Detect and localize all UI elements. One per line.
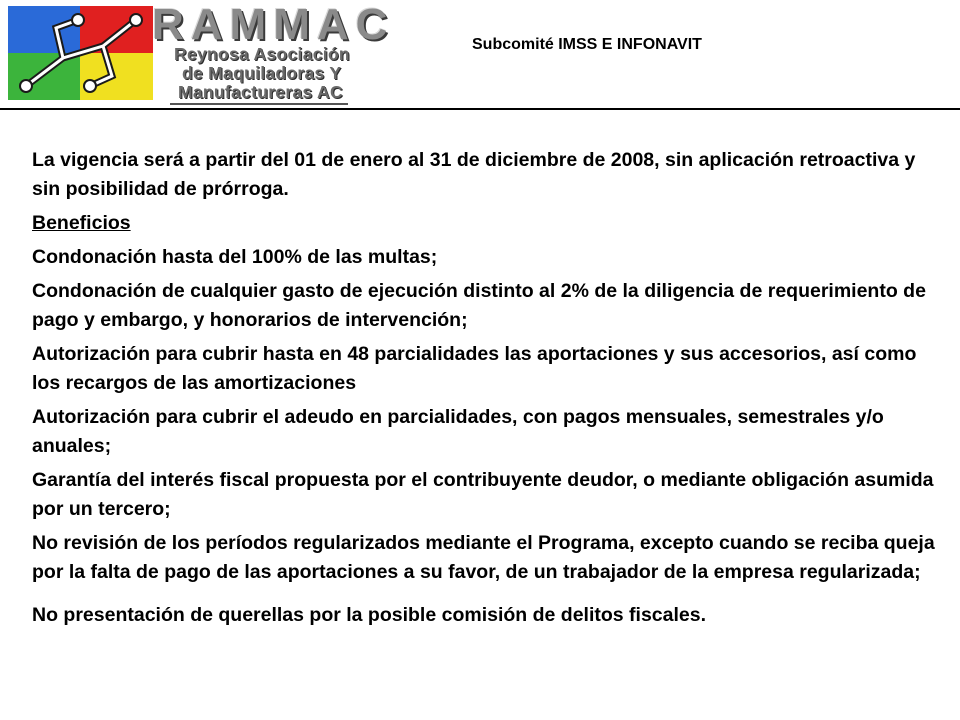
benefit-item: Autorización para cubrir el adeudo en parcialidades, con pagos mensuales, semestrales y/o anuales; <box>32 406 884 457</box>
header-subtitle: Subcomité IMSS E INFONAVIT <box>472 36 702 53</box>
benefit-item: Condonación hasta del 100% de las multas; <box>32 246 438 268</box>
rammac-logo-icon <box>8 6 153 100</box>
document-body <box>32 146 942 635</box>
intro-paragraph: La vigencia será a partir del 01 de enero al 31 de diciembre de 2008, sin aplicación retroactiva y sin posibilidad de prórroga. <box>32 149 916 200</box>
logo-underline <box>170 103 348 105</box>
rammac-wordmark <box>152 0 395 104</box>
benefit-item: Garantía del interés fiscal propuesta por el contribuyente deudor, o mediante obligación asumida por un tercero; <box>32 469 934 520</box>
benefit-item: Condonación de cualquier gasto de ejecución distinto al 2% de la diligencia de requerimiento de pago y embargo, y honorarios de intervención; <box>32 280 926 331</box>
logo-line-1: Reynosa Asociación <box>174 44 350 64</box>
section-heading: Beneficios <box>32 212 131 234</box>
header <box>0 0 960 110</box>
header-divider <box>0 108 960 110</box>
logo-line-3: Manufactureras AC <box>178 82 343 102</box>
closing-paragraph: No presentación de querellas por la posible comisión de delitos fiscales. <box>32 604 707 626</box>
logo-line-2: de Maquiladoras Y <box>182 63 342 83</box>
benefit-item: No revisión de los períodos regularizados mediante el Programa, excepto cuando se reciba queja por la falta de pago de las aportaciones a su favor, de un trabajador de la empresa regularizada; <box>32 532 935 583</box>
benefit-item: Autorización para cubrir hasta en 48 parcialidades las aportaciones y sus accesorios, así como los recargos de las amortizaciones <box>32 343 917 394</box>
logo-title: RAMMAC <box>152 0 395 49</box>
